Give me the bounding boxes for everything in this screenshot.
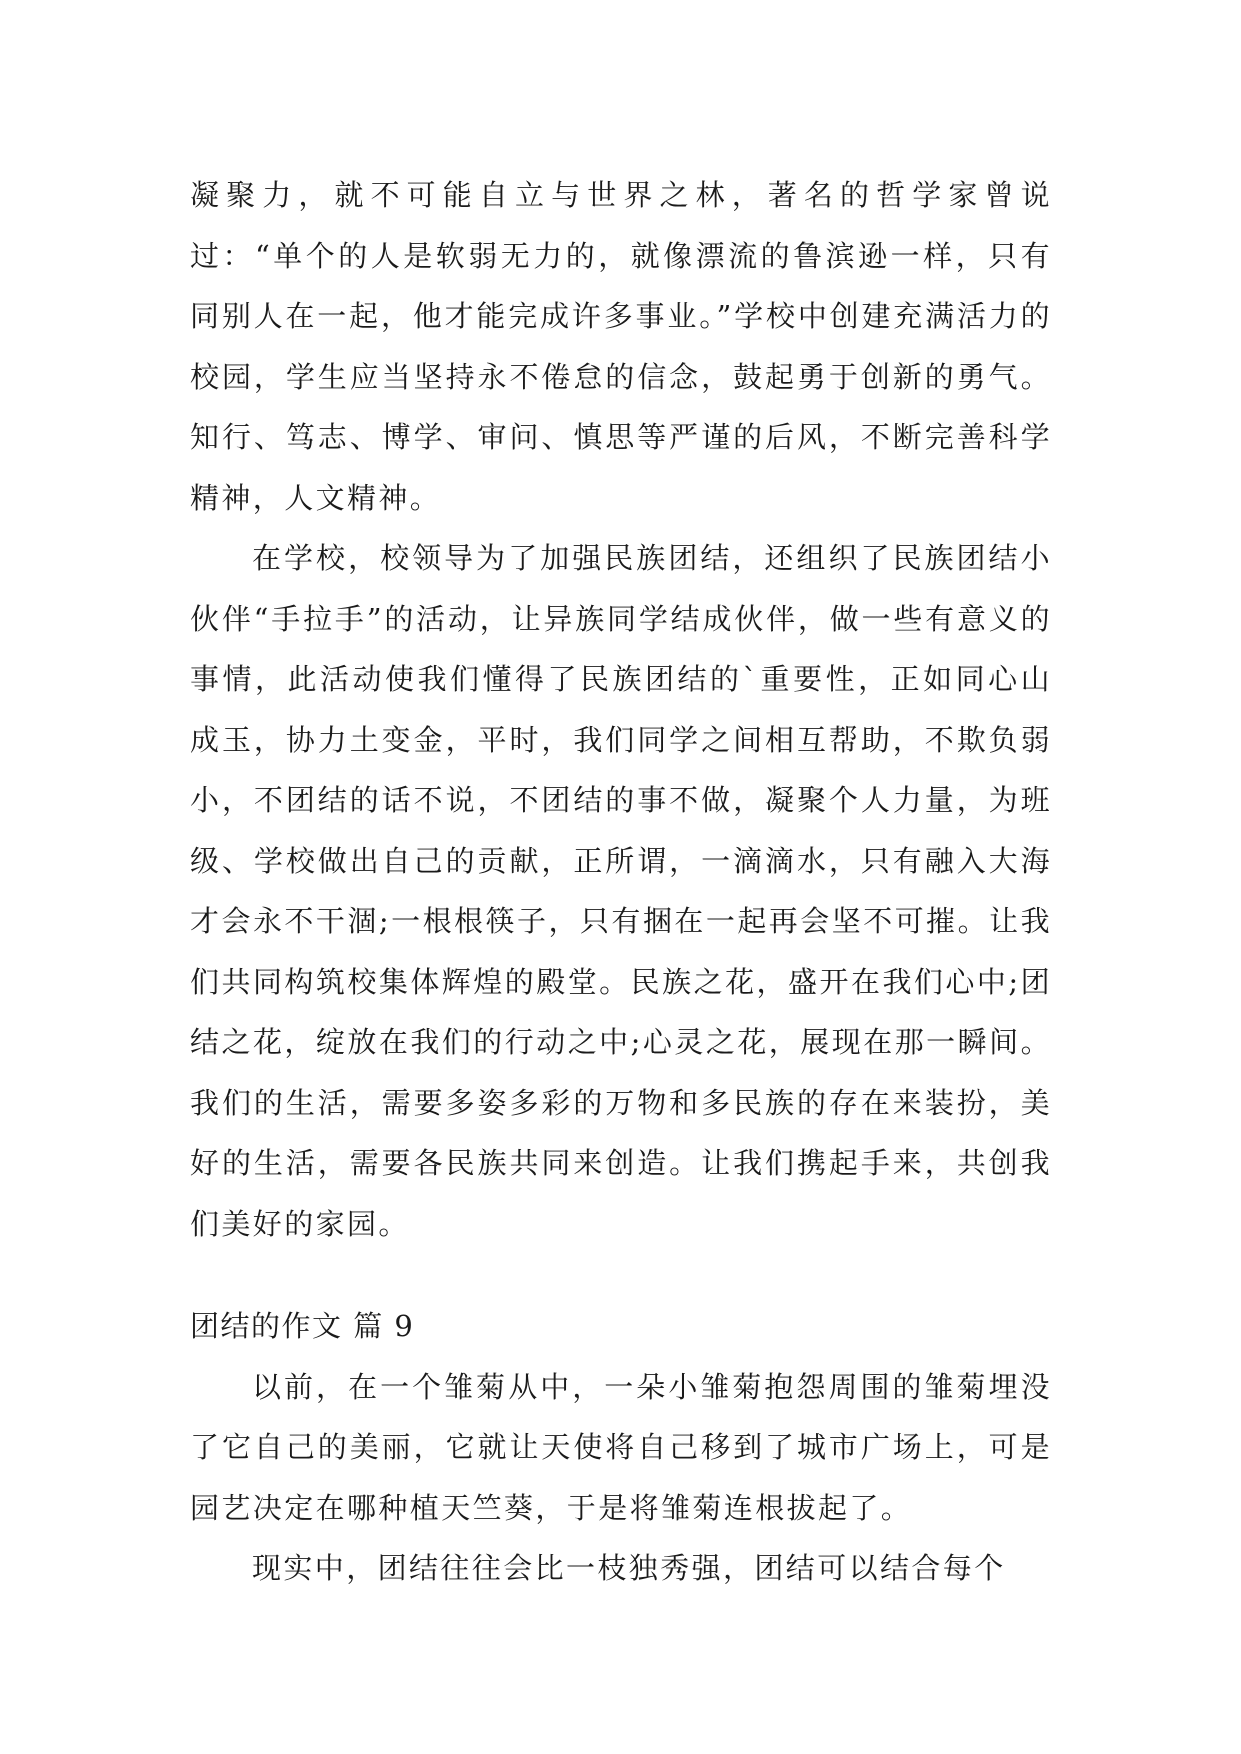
document-page [190, 165, 1052, 1599]
section-spacer [190, 1254, 1052, 1296]
paragraph-ethnic-unity: 在学校，校领导为了加强民族团结，还组织了民族团结小伙伴“手拉手”的活动，让异族同学结成伙伴，做一些有意义的事情，此活动使我们懂得了民族团结的`重要性，正如同心山成玉，协力土变金，平时，我们同学之间相互帮助，不欺负弱小，不团结的话不说，不团结的事不做，凝聚个人力量，为班级、学校做出自己的贡献，正所谓，一滴滴水，只有融入大海才会永不干涸;一根根筷子，只有捆在一起再会坚不可摧。让我们共同构筑校集体辉煌的殿堂。民族之花，盛开在我们心中;团结之花，绽放在我们的行动之中;心灵之花，展现在那一瞬间。我们的生活，需要多姿多彩的万物和多民族的存在来装扮，美好的生活，需要各民族共同来创造。让我们携起手来，共创我们美好的家园。 [190, 541, 1052, 1241]
paragraph-cohesion: 凝聚力，就不可能自立与世界之林，著名的哲学家曾说过：“单个的人是软弱无力的，就像漂流的鲁滨逊一样，只有同别人在一起，他才能完成许多事业。”学校中创建充满活力的校园，学生应当坚持永不倦怠的信念，鼓起勇于创新的勇气。知行、笃志、博学、审问、慎思等严谨的后风，不断完善科学精神，人文精神。 [190, 178, 1052, 515]
section-heading: 团结的作文 篇 9 [190, 1309, 415, 1343]
paragraph-reality: 现实中，团结往往会比一枝独秀强，团结可以结合每个 [252, 1551, 1006, 1585]
paragraph-daisy-story: 以前，在一个雏菊从中，一朵小雏菊抱怨周围的雏菊埋没了它自己的美丽，它就让天使将自己移到了城市广场上，可是园艺决定在哪种植天竺葵，于是将雏菊连根拔起了。 [190, 1369, 1052, 1525]
